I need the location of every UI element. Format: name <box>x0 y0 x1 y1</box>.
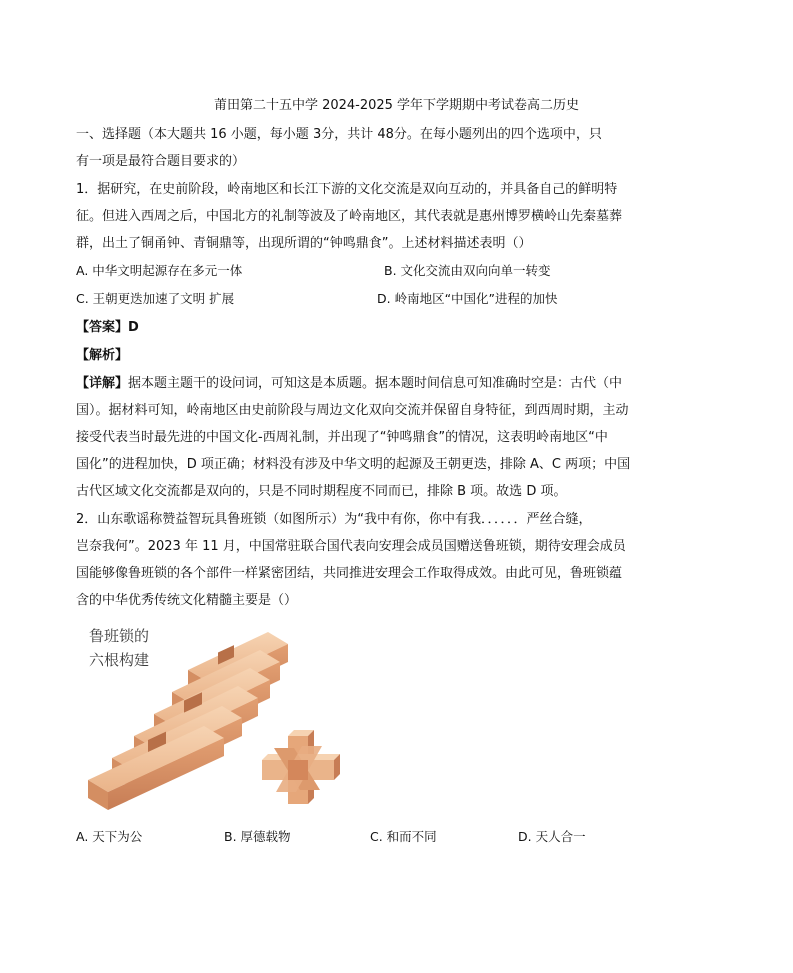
q1-stem-line-3: 群，出土了铜甬钟、青铜鼎等，出现所谓的“钟鸣鼎食”。上述材料描述表明（） <box>76 236 532 251</box>
q1-stem-line-1: 1．据研究，在史前阶段，岭南地区和长江下游的文化交流是双向互动的，并具备自己的鲜明特 <box>76 182 618 197</box>
q2-stem-line-1: 2．山东歌谣称赞益智玩具鲁班锁（如图所示）为“我中有你，你中有我．．．．．．严丝合缝， <box>76 512 592 527</box>
q2-option-a: A. 天下为公 <box>76 829 143 844</box>
photo-caption-line-2: 六根构建 <box>89 651 150 669</box>
q2-stem-line-4: 含的中华优秀传统文化精髓主要是（） <box>76 593 298 608</box>
q2-option-c: C. 和而不同 <box>370 829 437 844</box>
q1-answer-row <box>76 319 676 337</box>
q1-detail-line-5: 古代区域文化交流都是双向的，只是不同时期程度不同而已，排除 B 项。故选 D 项。 <box>76 484 567 499</box>
q1-detail-line-4: 国化”的进程加快，D 项正确；材料没有涉及中华文明的起源及王朝更迭，排除 A、C 两项；中国 <box>76 457 631 472</box>
answer-tag: 【答案】 <box>76 320 129 335</box>
assembled-lock <box>262 730 340 804</box>
q2-stem-line-3: 国能够像鲁班锁的各个部件一样紧密团结，共同推进安理会工作取得成效。由此可见，鲁班锁蕴 <box>76 566 623 581</box>
detail-text: 据本题主题干的设问词，可知这是本质题。据本题时间信息可知准确时空是：古代（中 <box>128 376 623 391</box>
q1-option-b: B. 文化交流由双向向单一转变 <box>384 263 551 278</box>
q1-detail-line-3: 接受代表当时最先进的中国文化-西周礼制，并出现了“钟鸣鼎食”的情况，这表明岭南地区“中 <box>76 430 608 445</box>
luban-lock-photo <box>76 622 366 814</box>
luban-lock-illustration <box>76 622 366 814</box>
exam-title: 莆田第二十五中学 2024-2025 学年下学期期中考试卷高二历史 <box>213 98 580 113</box>
q1-analysis-tag <box>76 347 676 365</box>
q2-stem-line-2: 岂奈我何”。2023 年 11 月，中国常驻联合国代表向安理会成员国赠送鲁班锁，期待安理会成员 <box>76 539 626 554</box>
six-sticks <box>88 632 288 810</box>
q1-option-a: A. 中华文明起源存在多元一体 <box>76 263 243 278</box>
answer-value: D <box>128 320 139 335</box>
q2-option-b: B. 厚德载物 <box>224 829 291 844</box>
section-instructions-line-2: 有一项是最符合题目要求的） <box>76 154 246 169</box>
q1-option-c: C. 王朝更迭加速了文明 扩展 <box>76 291 235 306</box>
q1-detail-line-2: 国）。据材料可知，岭南地区由史前阶段与周边文化双向交流并保留自身特征，到西周时期，主动 <box>76 403 629 418</box>
q1-detail-line-1 <box>76 375 676 393</box>
detail-tag: 【详解】 <box>76 376 129 391</box>
q1-stem-line-2: 征。但进入西周之后，中国北方的礼制等波及了岭南地区，其代表就是惠州博罗横岭山先秦墓葬 <box>76 209 623 224</box>
analysis-tag: 【解析】 <box>76 348 129 363</box>
q1-option-d: D. 岭南地区“中国化”进程的加快 <box>377 291 558 306</box>
q2-option-d: D. 天人合一 <box>518 829 586 844</box>
section-instructions-line-1: 一、选择题（本大题共 16 小题，每小题 3分，共计 48分。在每小题列出的四个选项中，只 <box>76 127 602 142</box>
photo-caption-line-1: 鲁班锁的 <box>89 627 150 645</box>
